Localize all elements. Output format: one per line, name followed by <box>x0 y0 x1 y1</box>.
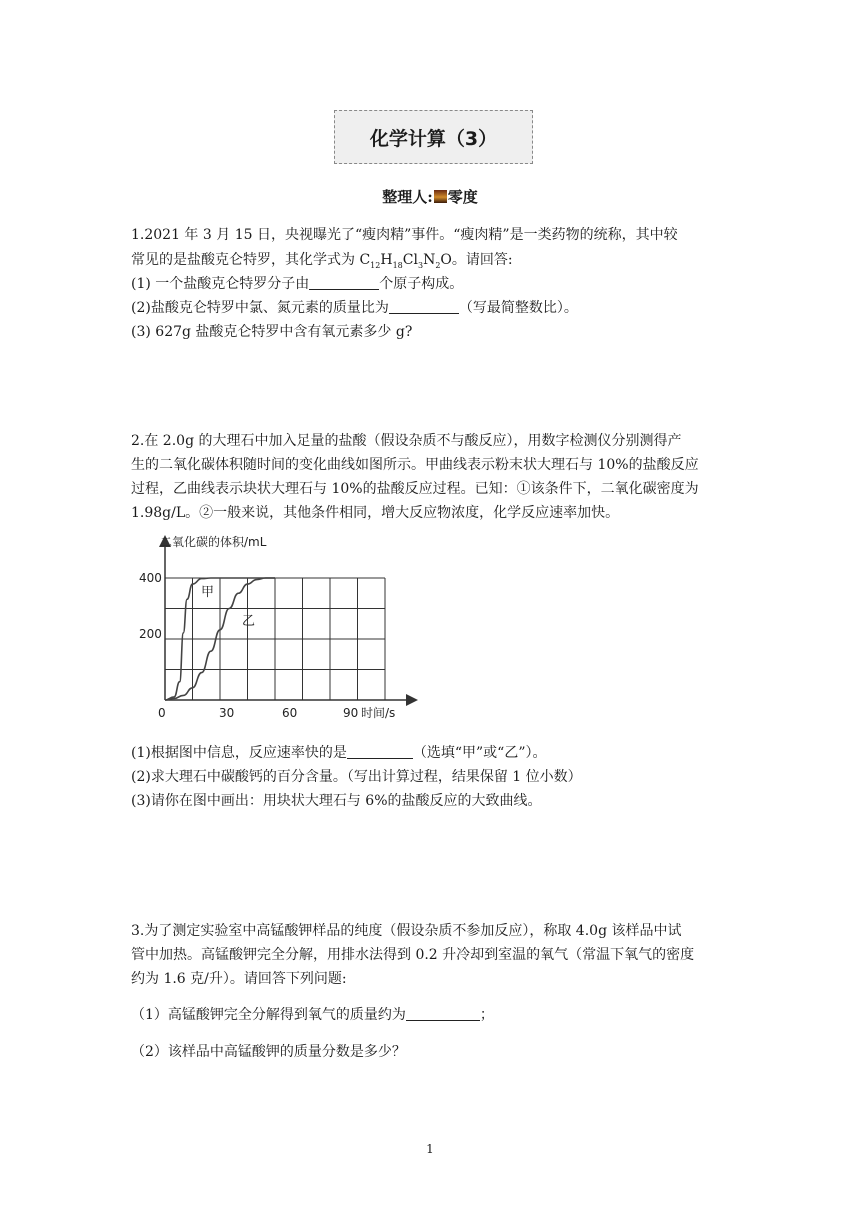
author-avatar <box>434 190 447 203</box>
q1-part1-text: (1) 一个盐酸克仑特罗分子由 <box>131 276 310 292</box>
formula-o: O <box>440 252 452 268</box>
q1-line2 <box>131 249 513 270</box>
formula-h-count: 18 <box>392 260 403 270</box>
series-label-yi: 乙 <box>242 614 256 629</box>
formula-h: H <box>380 252 393 268</box>
q1-line2-post: 。请回答: <box>451 252 513 268</box>
q2-part3: (3)请你在图中画出：用块状大理石与 6%的盐酸反应的大致曲线。 <box>131 793 542 809</box>
q2-line2: 生的二氧化碳体积随时间的变化曲线如图所示。甲曲线表示粉末状大理石与 10%的盐酸反应 <box>131 457 699 473</box>
q1-line1: 1.2021 年 3 月 15 日，央视曝光了“瘦肉精”事件。“瘦肉精”是一类药物的统称，其中较 <box>131 227 678 243</box>
formula-n: N <box>423 252 436 268</box>
q1-part2-tail: （写最简整数比）。 <box>458 300 578 316</box>
answer-blank[interactable] <box>309 275 379 290</box>
q3-line1: 3.为了测定实验室中高锰酸钾样品的纯度（假设杂质不参加反应），称取 4.0g 该样品中试 <box>131 923 682 939</box>
q1-part2-text: (2)盐酸克仑特罗中氯、氮元素的质量比为 <box>131 300 389 316</box>
series-label-jia: 甲 <box>201 585 215 600</box>
q3-line2: 管中加热。高锰酸钾完全分解，用排水法得到 0.2 升冷却到室温的氧气（常温下氧气的密度 <box>131 947 695 963</box>
author-label: 整理人: <box>382 188 433 206</box>
x-tick-label: 0 <box>158 706 166 720</box>
y-tick-label: 200 <box>139 627 162 641</box>
q1-part3: (3) 627g 盐酸克仑特罗中含有氧元素多少 g? <box>131 324 413 340</box>
page-title: 化学计算（3） <box>334 110 533 164</box>
co2-volume-chart <box>125 528 425 728</box>
formula-n-count: 2 <box>435 260 441 270</box>
x-tick-label: 30 <box>219 706 235 720</box>
formula-cl: Cl <box>402 252 418 268</box>
q2-part1-text: (1)根据图中信息，反应速率快的是 <box>131 745 347 761</box>
author-line <box>0 186 860 207</box>
x-tick-label: 60 <box>282 706 298 720</box>
q3-line3: 约为 1.6 克/升）。请回答下列问题: <box>131 971 347 987</box>
q1-part2 <box>131 297 578 317</box>
x-axis-label: 时间/s <box>361 706 396 720</box>
page-number: 1 <box>426 1142 434 1156</box>
q2-part2: (2)求大理石中碳酸钙的百分含量。（写出计算过程，结果保留 1 位小数） <box>131 769 582 785</box>
q2-line1: 2.在 2.0g 的大理石中加入足量的盐酸（假设杂质不与酸反应），用数字检测仪分别测得产 <box>131 433 682 449</box>
q2-line3: 过程，乙曲线表示块状大理石与 10%的盐酸反应过程。已知：①该条件下，二氧化碳密度为 <box>131 481 699 497</box>
q2-line4: 1.98g/L。②一般来说，其他条件相同，增大反应物浓度，化学反应速率加快。 <box>131 505 620 521</box>
q3-part1-text: （1）高锰酸钾完全分解得到氧气的质量约为 <box>131 1007 406 1023</box>
q3-part1 <box>131 1004 494 1024</box>
formula-cl-count: 3 <box>417 260 424 270</box>
y-tick-label: 400 <box>139 571 162 585</box>
answer-blank[interactable] <box>406 1006 480 1021</box>
q1-part1 <box>131 273 463 293</box>
author-name: 零度 <box>447 188 478 206</box>
answer-blank[interactable] <box>347 744 413 759</box>
q1-part1-tail: 个原子构成。 <box>379 276 464 292</box>
q2-part1 <box>131 742 546 762</box>
y-axis-label: 二氧化碳的体积/mL <box>160 535 267 549</box>
q2-part1-tail: （选填“甲”或“乙”）。 <box>412 745 547 761</box>
formula-c-count: 12 <box>370 260 381 270</box>
q3-part1-tail: ； <box>479 1007 494 1023</box>
answer-blank[interactable] <box>389 299 459 314</box>
chart-grid <box>165 578 385 700</box>
x-tick-label: 90 <box>343 706 359 720</box>
q1-line2-pre: 常见的是盐酸克仑特罗，其化学式为 C <box>131 252 371 268</box>
q3-part2: （2）该样品中高锰酸钾的质量分数是多少？ <box>131 1044 406 1060</box>
